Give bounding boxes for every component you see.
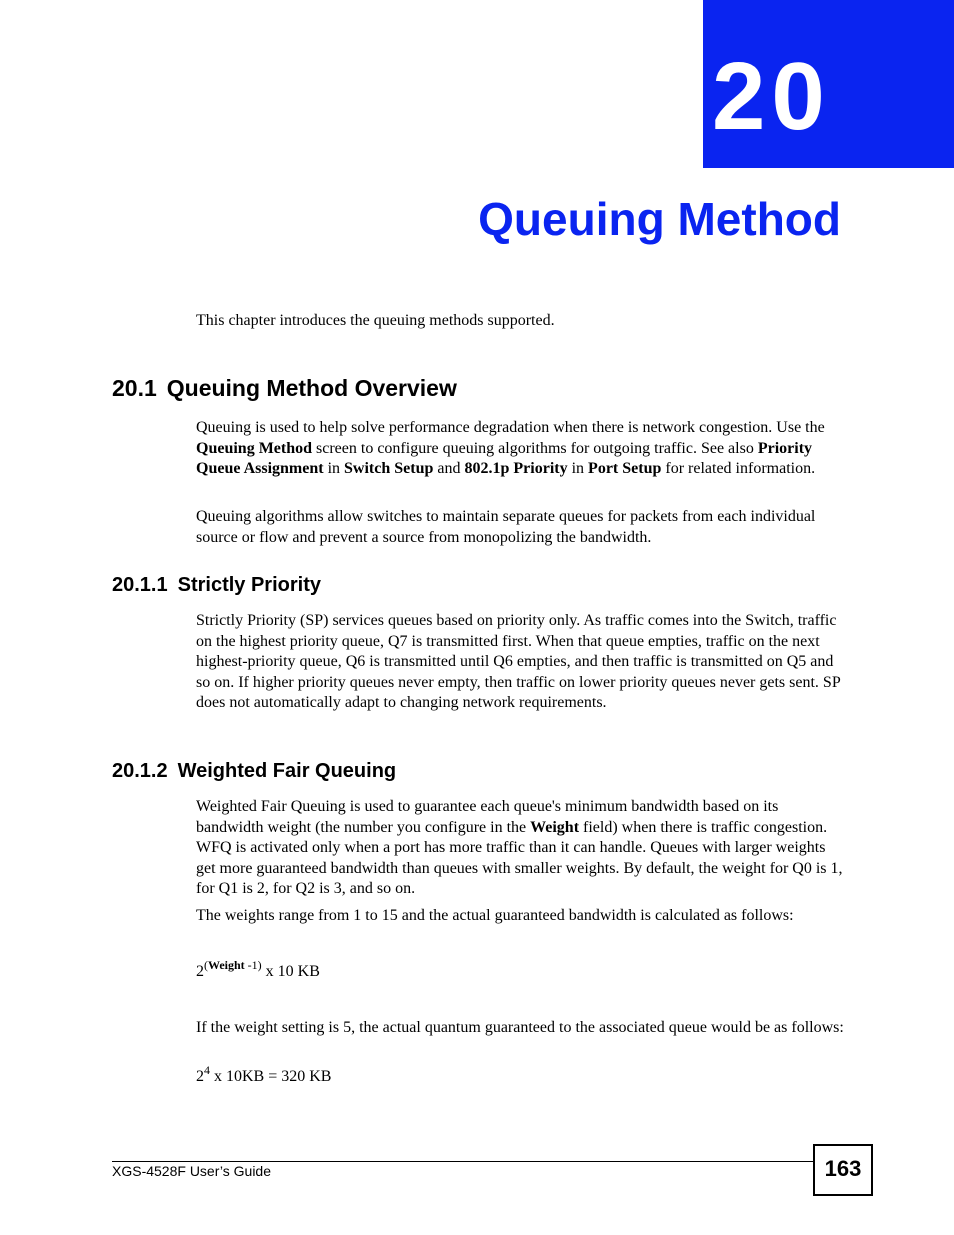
bold-term: Port Setup [588, 460, 662, 477]
bold-term: Weight [530, 818, 580, 836]
section-heading-20-1-1 [112, 573, 321, 597]
text-run: Queuing is used to help solve performance degradation when there is network congestion. Use the [196, 419, 825, 436]
section-title: Queuing Method Overview [166, 375, 457, 401]
bold-term: Queuing Method [196, 439, 313, 457]
wfq-paragraph-2: The weights range from 1 to 15 and the actual guaranteed bandwidth is calculated as follows: [196, 907, 794, 924]
wfq-paragraph-1 [196, 797, 846, 900]
text-run: for related information. [661, 460, 816, 477]
section-title: Weighted Fair Queuing [177, 760, 397, 782]
bold-term: 802.1p Priority [464, 460, 568, 477]
formula-base: 2 [196, 1068, 204, 1085]
intro-paragraph: This chapter introduces the queuing methods supported. [196, 312, 555, 329]
text-run: in [567, 460, 589, 477]
formula-tail: x 10 KB [261, 963, 320, 980]
wfq-paragraph-3: If the weight setting is 5, the actual quantum guaranteed to the associated queue would be as follows: [196, 1019, 844, 1036]
formula-exponent [204, 958, 262, 972]
bold-term: Priority Queue Assignment [196, 439, 813, 477]
section-number: 20.1.1 [112, 574, 168, 596]
text-run: Weighted Fair Queuing is used to guarantee each queue's minimum bandwidth based on its bandwidth weight (the number you configure in the [196, 798, 779, 836]
bold-term: Weight [208, 958, 245, 972]
text-run: ( [204, 958, 208, 972]
text-run: -1) [244, 958, 262, 972]
text-run: field) when there is traffic congestion. WFQ is activated only when a port has more traffic than it can handle. Queues with larger weights get more guaranteed bandwidth than queues with smaller weights. By default, the weight for Q0 is 1, for Q1 is 2, for Q2 is 3, and so on. [196, 818, 843, 897]
footer-guide-title: XGS-4528F User’s Guide [112, 1163, 271, 1179]
overview-paragraph-1 [196, 418, 846, 480]
overview-paragraph-2: Queuing algorithms allow switches to maintain separate queues for packets from each individual source or flow and prevent a source from monopolizing the bandwidth. [196, 508, 816, 546]
chapter-title: Queuing Method [478, 193, 841, 245]
section-number: 20.1.2 [112, 760, 168, 782]
formula-exponent: 4 [204, 1063, 210, 1077]
text-run: in [323, 460, 345, 477]
strictly-priority-paragraph: Strictly Priority (SP) services queues based on priority only. As traffic comes into the Switch, traffic on the highest priority queue, Q7 is transmitted first. When that queue empties, traffic on the next highest-priority queue, Q6 is transmitted until Q6 empties, and then traffic is transmitted on Q5 and so on. If higher priority queues never empty, then traffic on lower priority queues never gets sent. SP does not automatically adapt to changing network requirements. [196, 612, 841, 711]
page-number: 163 [813, 1144, 873, 1196]
bandwidth-formula [196, 958, 320, 982]
section-title: Strictly Priority [177, 574, 321, 596]
formula-base: 2 [196, 963, 204, 980]
bold-term: Switch Setup [344, 460, 434, 477]
text-run: and [433, 460, 465, 477]
formula-tail: x 10KB = 320 KB [210, 1068, 332, 1085]
chapter-number: 20 [712, 43, 831, 150]
section-heading-20-1-2 [112, 759, 396, 783]
example-formula [196, 1063, 332, 1087]
section-number: 20.1 [112, 375, 157, 401]
section-heading-20-1 [112, 374, 457, 402]
text-run: screen to configure queuing algorithms for outgoing traffic. See also [312, 439, 758, 457]
